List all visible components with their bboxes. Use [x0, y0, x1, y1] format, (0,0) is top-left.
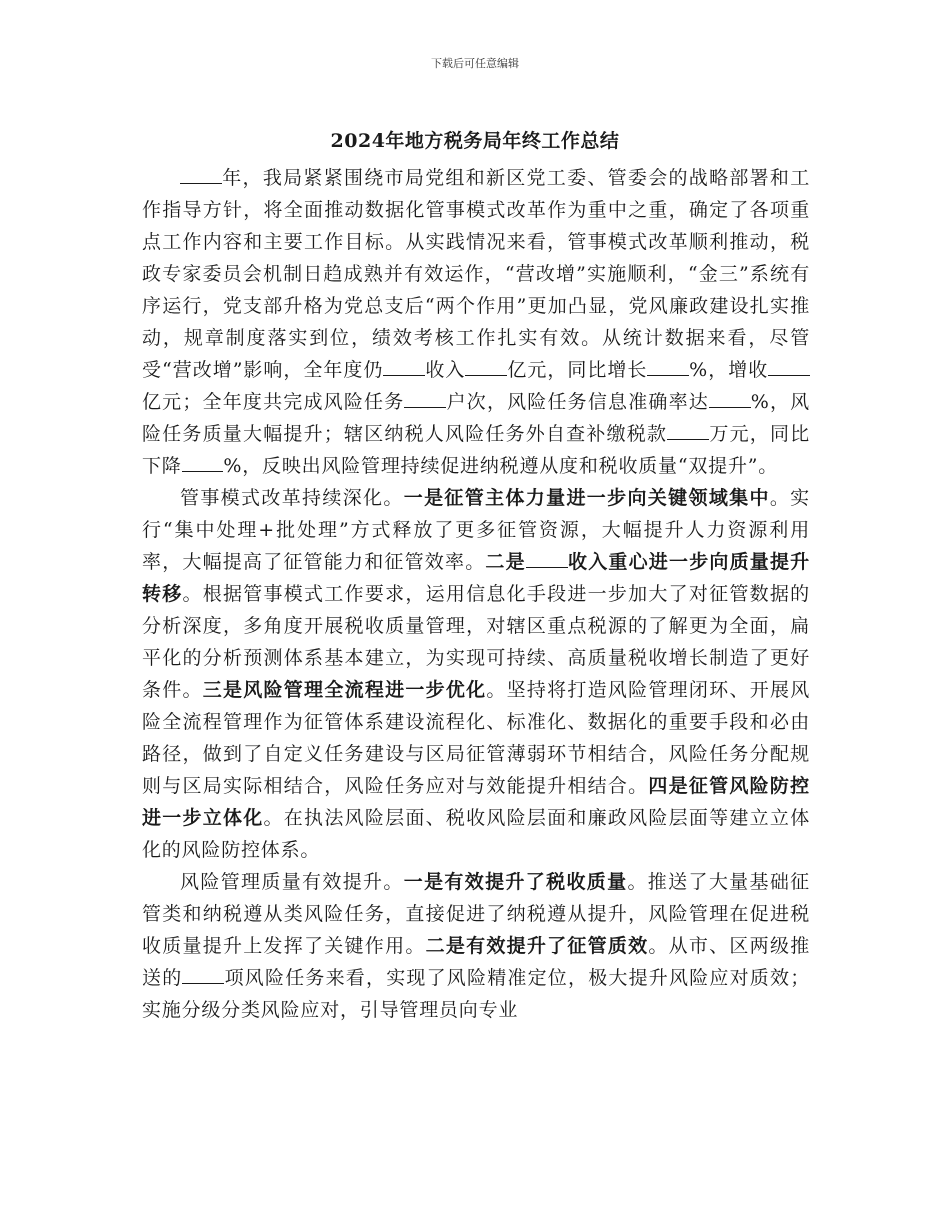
- fill-blank: [709, 389, 751, 408]
- key-point: 四是征管风险防控进一步立体化: [142, 775, 810, 829]
- fill-blank: [182, 453, 224, 472]
- fill-blank: [667, 421, 709, 440]
- fill-blank: [768, 357, 810, 376]
- paragraph-risk-management: 风险管理质量有效提升。一是有效提升了税收质量。推送了大量基础征管类和纳税遵从类风险任务，直接促进了纳税遵从提升，风险管理在促进税收质量提升上发挥了关键作用。二是有效提升了征管质效。从市、区两级推送的 项风险任务来看，实现了风险精准定位，极大提升风险应对质效；实施分级分类风险应对，引导管理员向专业: [142, 871, 810, 1021]
- key-point: 一是有效提升了税收质量: [403, 871, 628, 893]
- key-point: 二是 收入重心进一步向质量提升转移: [142, 551, 810, 605]
- key-point: 一是征管主体力量进一步向关键领域集中: [403, 487, 770, 509]
- key-point: 三是风险管理全流程进一步优化: [202, 679, 487, 701]
- document-body: [142, 162, 810, 1026]
- fill-blank: [465, 357, 507, 376]
- fill-blank: [180, 165, 222, 184]
- paragraph-summary: 年，我局紧紧围绕市局党组和新区党工委、管委会的战略部署和工作指导方针，将全面推动数据化管事模式改革作为重中之重，确定了各项重点工作内容和主要工作目标。从实践情况来看，管事模式改革顺利推动，税政专家委员会机制日趋成熟并有效运作，“营改增”实施顺利，“金三”系统有序运行，党支部升格为党总支后“两个作用”更加凸显，党风廉政建设扎实推动，规章制度落实到位，绩效考核工作扎实有效。从统计数据来看，尽管受“营改增”影响，全年度仍 收入 亿元，同比增长 %，增收亿元；全年度共完成风险任务 户次，风险任务信息准确率达 %，风险任务质量大幅提升；辖区纳税人风险任务外自查补缴税款 万元，同比下降 %，反映出风险管理持续促进纳税遵从度和税收质量“双提升”。: [142, 162, 810, 482]
- fill-blank: [383, 357, 425, 376]
- fill-blank: [182, 965, 224, 984]
- page-header-note: 下载后可任意编辑: [431, 57, 519, 70]
- fill-blank: [526, 549, 568, 568]
- fill-blank: [404, 389, 446, 408]
- key-point: 二是有效提升了征管质效: [425, 935, 649, 957]
- paragraph-reform: 管事模式改革持续深化。一是征管主体力量进一步向关键领域集中。实行“集中处理+批处理”方式释放了更多征管资源，大幅提升人力资源利用率，大幅提高了征管能力和征管效率。二是 收入重心进一步向质量提升转移。根据管事模式工作要求，运用信息化手段进一步加大了对征管数据的分析深度，多角度开展税收质量管理，对辖区重点税源的了解更为全面，扁平化的分析预测体系基本建立，为实现可持续、高质量税收增长制造了更好条件。三是风险管理全流程进一步优化。坚持将打造风险管理闭环、开展风险全流程管理作为征管体系建设流程化、标准化、数据化的重要手段和必由路径，做到了自定义任务建设与区局征管薄弱环节相结合，风险任务分配规则与区局实际相结合，风险任务应对与效能提升相结合。四是征管风险防控进一步立体化。在执法风险层面、税收风险层面和廉政风险层面等建立立体化的风险防控体系。: [142, 487, 811, 861]
- fill-blank: [647, 357, 689, 376]
- document-title: 2024年地方税务局年终工作总结: [330, 130, 620, 152]
